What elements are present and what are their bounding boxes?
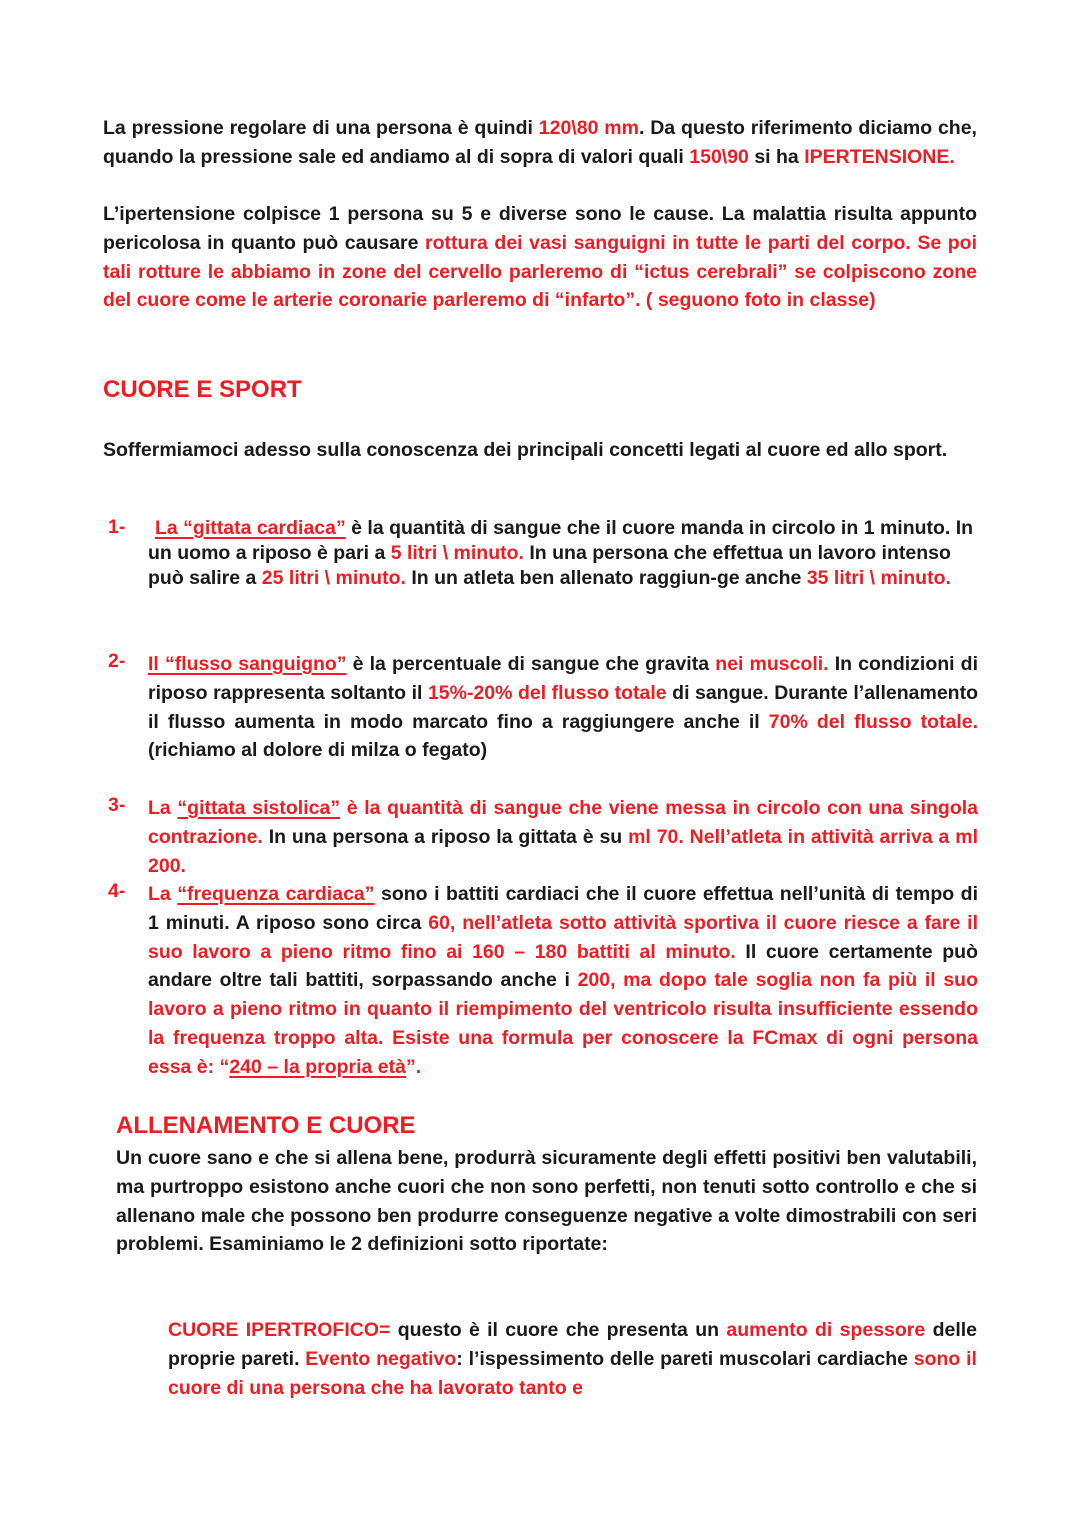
highlight-pressure-normal: 120\80 mm xyxy=(538,117,639,139)
list-number: 3- xyxy=(108,794,126,816)
text-run: . Da questo riferimento diciamo che, quando la pressione sale ed andiamo al di sopra di valori quali xyxy=(103,117,977,168)
paragraph-sport-intro: Soffermiamoci adesso sulla conoscenza dei principali concetti legati al cuore ed allo sport. xyxy=(103,439,948,461)
highlight-pressure-high: 150\90 xyxy=(689,145,749,168)
list-item-gittata-cardiaca xyxy=(108,516,978,591)
highlight-value: 70% del flusso totale. xyxy=(768,710,978,733)
text-run: Il cuore certamente può andare oltre tali battiti, sorpassando anche i xyxy=(148,940,978,992)
text-run: è la quantità di sangue che il cuore manda in circolo in 1 minuto. In un uomo a riposo è pari a xyxy=(148,517,974,564)
highlight-value: 60, nell’atleta sotto attività sportiva il cuore riesce a fare il suo lavoro a pieno ritmo fino ai 160 – 180 battiti al minuto. xyxy=(148,911,978,963)
paragraph-ipertensione-intro xyxy=(103,114,977,172)
text-run: La xyxy=(148,797,178,819)
highlight-value: Nell’atleta in attività arriva a ml 200. xyxy=(148,825,979,877)
highlight-value: nei muscoli. xyxy=(715,653,829,675)
text-run: (richiamo al dolore di milza o fegato) xyxy=(148,739,488,762)
list-item-frequenza-cardiaca xyxy=(108,880,978,1082)
highlight-evento-negativo: Evento negativo xyxy=(305,1347,457,1370)
text-run: di sangue. Durante l’allenamento il flusso aumenta in modo marcato fino a raggiungere anche il xyxy=(148,681,978,733)
list-number: 4- xyxy=(108,880,126,902)
highlight-value: ml 70. xyxy=(628,825,684,848)
highlight-definition: è la quantità di sangue che viene messa in circolo con una singola contrazione. xyxy=(148,797,978,848)
text-run: In una persona che effettua un lavoro intenso può salire a xyxy=(148,542,951,589)
section-heading-cuore-e-sport: CUORE E SPORT xyxy=(103,376,302,403)
highlight-value: 5 litri \ minuto. xyxy=(390,542,524,564)
term-gittata-cardiaca: La “gittata cardiaca” xyxy=(155,517,346,539)
text-run: si ha xyxy=(748,145,805,168)
highlight-value: 25 litri \ minuto. xyxy=(261,567,406,589)
list-item-text xyxy=(148,880,978,1082)
list-item-text xyxy=(148,794,978,880)
text-run: La pressione regolare di una persona è quindi xyxy=(103,117,539,139)
highlight-formula: 240 – la propria età xyxy=(229,1055,406,1078)
text-run: L’ipertensione colpisce 1 persona su 5 e diverse sono le cause. La malattia risulta appunto pericolosa in quanto può causare xyxy=(103,203,977,254)
list-number: 1- xyxy=(108,516,126,538)
highlight-ipertensione: IPERTENSIONE. xyxy=(804,145,955,168)
text-run: In un atleta ben allenato raggiun-ge anche xyxy=(405,567,807,589)
highlight-value: 200, ma dopo tale soglia non fa più il suo lavoro a pieno ritmo in quanto il riempimento del ventricolo risulta insufficiente essendo la frequenza troppo alta. Esiste una formula per conoscere la FCmax di ogni persona essa è: “ xyxy=(148,969,978,1078)
highlight-value: 15%-20% del flusso totale xyxy=(427,681,667,704)
text-run: In condizioni di riposo rappresenta soltanto il xyxy=(148,653,978,704)
text-run: : l’ispessimento delle pareti muscolari cardiache xyxy=(456,1347,914,1370)
text-run: è la percentuale di sangue che gravita xyxy=(346,653,716,675)
term-flusso-sanguigno: Il “flusso sanguigno” xyxy=(148,653,347,675)
highlight-value: 35 litri \ minuto. xyxy=(806,567,951,589)
highlight-value: sono il cuore di una persona che ha lavorato tanto e xyxy=(168,1347,977,1399)
term-cuore-ipertrofico: CUORE IPERTROFICO= xyxy=(168,1319,391,1341)
list-item-text xyxy=(148,650,978,765)
list-item-text xyxy=(148,516,978,591)
list-number: 2- xyxy=(108,650,126,672)
term-frequenza-cardiaca: “frequenza cardiaca” xyxy=(177,883,375,905)
list-item-flusso-sanguigno xyxy=(108,650,978,765)
text-run: In una persona a riposo la gittata è su xyxy=(262,825,629,848)
paragraph-cuore-ipertrofico xyxy=(168,1316,977,1402)
section-heading-allenamento-e-cuore: ALLENAMENTO E CUORE xyxy=(116,1112,416,1139)
text-run: questo è il cuore che presenta un xyxy=(390,1319,727,1341)
term-gittata-sistolica: “gittata sistolica” xyxy=(177,797,341,819)
highlight-rottura-vasi: rottura dei vasi sanguigni in tutte le parti del corpo. Se poi tali rotture le abbiamo in zone del cervello parleremo di “ictus cerebrali” se colpiscono zone del cuore come le arterie coronarie parleremo di “infarto”. ( seguono foto in classe) xyxy=(103,231,977,312)
text-run: La xyxy=(148,883,178,905)
paragraph-allenamento-intro: Un cuore sano e che si allena bene, produrrà sicuramente degli effetti positivi ben valutabili, ma purtroppo esistono anche cuori che non sono perfetti, non tenuti sotto controllo e che si allenano male che possono ben produrre conseguenze negative a volte dimostrabili con seri problemi. Esaminiamo le 2 definizioni sotto riportate: xyxy=(116,1147,977,1256)
text-run: delle proprie pareti. xyxy=(168,1319,978,1370)
text-run: ”. xyxy=(405,1055,422,1078)
highlight-value: aumento di spessore xyxy=(726,1319,926,1341)
paragraph-ipertensione-risks xyxy=(103,200,977,315)
list-item-gittata-sistolica xyxy=(108,794,978,880)
text-run: sono i battiti cardiaci che il cuore effettua nell’unità di tempo di 1 minuti. A riposo sono circa xyxy=(148,883,978,934)
